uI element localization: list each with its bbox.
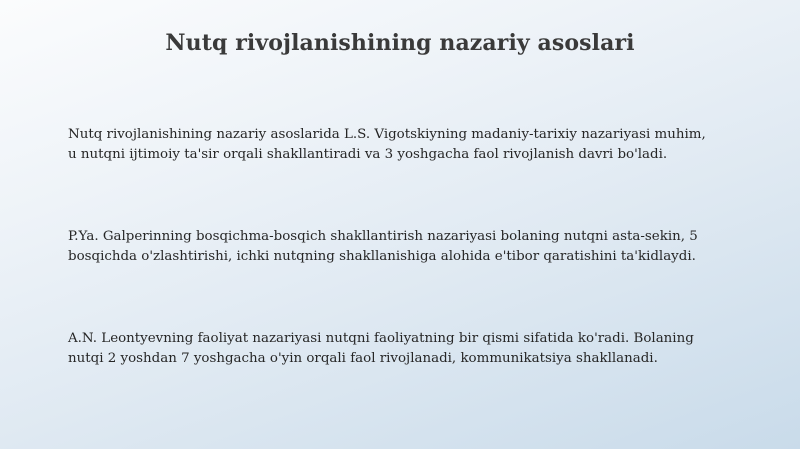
paragraph-line: A.N. Leontyevning faoliyat nazariyasi nutqni faoliyatning bir qismi sifatida ko'radi. Bolaning	[68, 331, 694, 346]
paragraph-line: nutqi 2 yoshdan 7 yoshgacha o'yin orqali faol rivojlanadi, kommunikatsiya shakllanadi.	[68, 351, 658, 366]
paragraph-galperin	[68, 227, 758, 267]
paragraph-line: Nutq rivojlanishining nazariy asoslarida L.S. Vigotskiyning madaniy-tarixiy nazariyasi muhim,	[68, 127, 706, 142]
paragraph-line: u nutqni ijtimoiy ta'sir orqali shakllantiradi va 3 yoshgacha faol rivojlanish davri bo'ladi.	[68, 147, 668, 162]
paragraph-leontyev	[68, 329, 758, 369]
slide-title: Nutq rivojlanishining nazariy asoslari	[165, 30, 635, 56]
paragraph-line: bosqichda o'zlashtirishi, ichki nutqning shakllanishiga alohida e'tibor qaratishini ta'kidlaydi.	[68, 249, 696, 264]
paragraph-line: P.Ya. Galperinning bosqichma-bosqich shakllantirish nazariyasi bolaning nutqni asta-sekin, 5	[68, 229, 698, 244]
paragraph-vigotskiy	[68, 125, 758, 165]
